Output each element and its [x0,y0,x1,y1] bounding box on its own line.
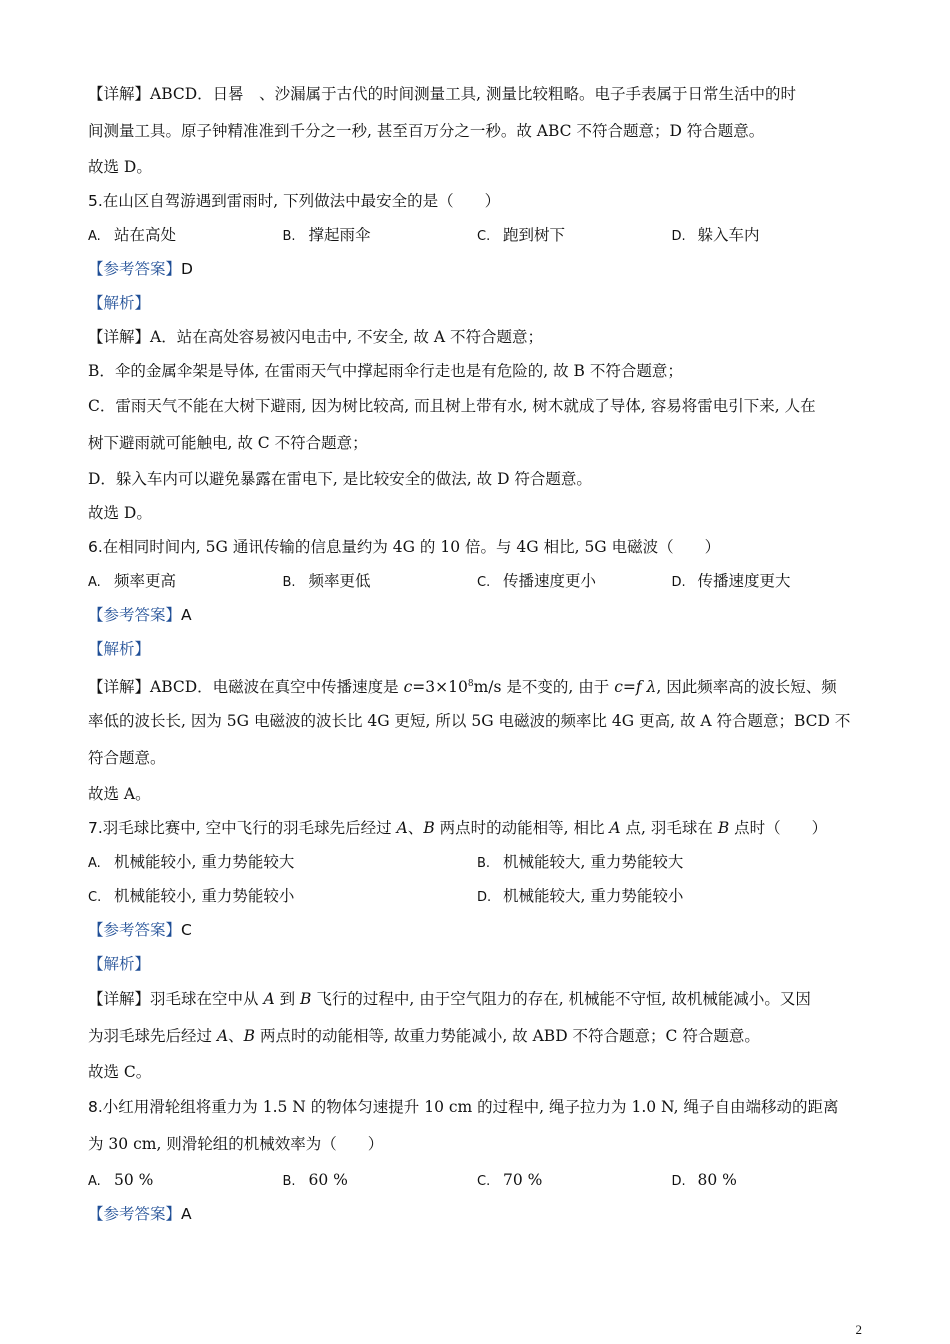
q5-detail-c-line-1: C．雷雨天气不能在大树下避雨, 因为树比较高, 而且树上带有水, 树木就成了导体, 容易将雷电引下来, 人在 [88,397,816,415]
option-c: C. 机械能较小, 重力势能较小 [88,887,295,905]
q8-options [88,1163,866,1197]
q6-stem: 6.在相同时间内, 5G 通讯传输的信息量约为 4G 的 10 倍。与 4G 相比, 5G 电磁波（ ） [88,538,721,556]
detail-tag: 【详解】 [88,85,151,103]
q7-detail-line-2: 为羽毛球先后经过 A、B 两点时的动能相等, 故重力势能减小, 故 ABD 不符合题意；C 符合题意。 [88,1027,760,1045]
question-number: 6. [88,538,103,556]
q5-choose: 故选 D。 [88,504,152,522]
option-d: D. 传播速度更大 [671,572,791,590]
q5-stem: 5.在山区自驾游遇到雷雨时, 下列做法中最安全的是（ ） [88,192,501,210]
q6-answer: 【参考答案】A [88,606,192,624]
q7-options-row-1 [88,845,866,879]
option-c: C. 传播速度更小 [477,572,597,590]
q5-detail-a: 【详解】A．站在高处容易被闪电击中, 不安全, 故 A 不符合题意； [88,328,543,346]
q5-detail-c-line-2: 树下避雨就可能触电, 故 C 不符合题意； [88,434,368,452]
q4-detail-line-1: 【详解】ABCD．日晷 、沙漏属于古代的时间测量工具, 测量比较粗略。电子手表属于日常生活中的时 [88,85,797,103]
q5-detail-d: D．躲入车内可以避免暴露在雷电下, 是比较安全的做法, 故 D 符合题意。 [88,470,592,488]
option-b: B. 撑起雨伞 [282,226,371,244]
question-number: 8. [88,1098,103,1116]
q8-stem-line-2: 为 30 cm, 则滑轮组的机械效率为（ ） [88,1135,384,1153]
option-c: C. 跑到树下 [477,226,566,244]
q8-stem-line-1: 8.小红用滑轮组将重力为 1.5 N 的物体匀速提升 10 cm 的过程中, 绳子拉力为 1.0 N, 绳子自由端移动的距离 [88,1098,839,1116]
option-a: A. 机械能较小, 重力势能较大 [88,853,295,871]
page-number: 2 [855,1322,862,1337]
q5-options [88,218,866,252]
option-d: D. 躲入车内 [671,226,760,244]
option-a: A. 站在高处 [88,226,177,244]
question-number: 7. [88,819,103,837]
q7-stem: 7.羽毛球比赛中, 空中飞行的羽毛球先后经过 A、B 两点时的动能相等, 相比 A 点, 羽毛球在 B 点时（ ） [88,819,828,837]
q4-detail-line-2: 间测量工具。原子钟精准准到千分之一秒, 甚至百万分之一秒。故 ABC 不符合题意；D 符合题意。 [88,122,765,140]
q6-detail-line-1: 【详解】ABCD．电磁波在真空中传播速度是 $c=3\times 10^8m/s$ 是不变的, 由于 c=f λ, 因此频率高的波长短、频 [88,678,837,697]
option-d: D. 机械能较大, 重力势能较小 [477,887,684,905]
detail-tag: 【详解】 [88,990,151,1008]
q7-analysis-tag: 【解析】 [88,955,151,973]
q6-detail-line-2: 率低的波长长, 因为 5G 电磁波的波长比 4G 更短, 所以 5G 电磁波的频率比 4G 更高, 故 A 符合题意；BCD 不 [88,712,851,730]
q7-detail-line-1: 【详解】羽毛球在空中从 A 到 B 飞行的过程中, 由于空气阻力的存在, 机械能不守恒, 故机械能减小。又因 [88,990,811,1008]
detail-tag: 【详解】 [88,328,151,346]
q8-answer: 【参考答案】A [88,1205,192,1223]
answer-tag: 【参考答案】 [88,260,182,278]
answer-tag: 【参考答案】 [88,1205,182,1223]
q6-options [88,564,866,598]
option-c: C. 70 % [477,1171,543,1189]
q6-analysis-tag: 【解析】 [88,640,151,658]
answer-tag: 【参考答案】 [88,921,182,939]
q6-choose: 故选 A。 [88,785,151,803]
answer-tag: 【参考答案】 [88,606,182,624]
q5-answer: 【参考答案】D [88,260,193,278]
q7-options-row-2 [88,879,866,913]
option-a: A. 频率更高 [88,572,177,590]
option-a: A. 50 % [88,1171,154,1189]
q4-choose: 故选 D。 [88,158,152,176]
q6-detail-line-3: 符合题意。 [88,749,166,767]
q5-analysis-tag: 【解析】 [88,294,151,312]
option-b: B. 频率更低 [282,572,371,590]
document-page [88,76,866,1231]
q7-choose: 故选 C。 [88,1063,152,1081]
option-b: B. 60 % [282,1171,348,1189]
detail-tag: 【详解】 [88,678,151,697]
option-d: D. 80 % [671,1171,737,1189]
question-number: 5. [88,192,103,210]
option-b: B. 机械能较大, 重力势能较大 [477,853,684,871]
q5-detail-b: B．伞的金属伞架是导体, 在雷雨天气中撑起雨伞行走也是有危险的, 故 B 不符合题意； [88,362,683,380]
q7-answer: 【参考答案】C [88,921,192,939]
